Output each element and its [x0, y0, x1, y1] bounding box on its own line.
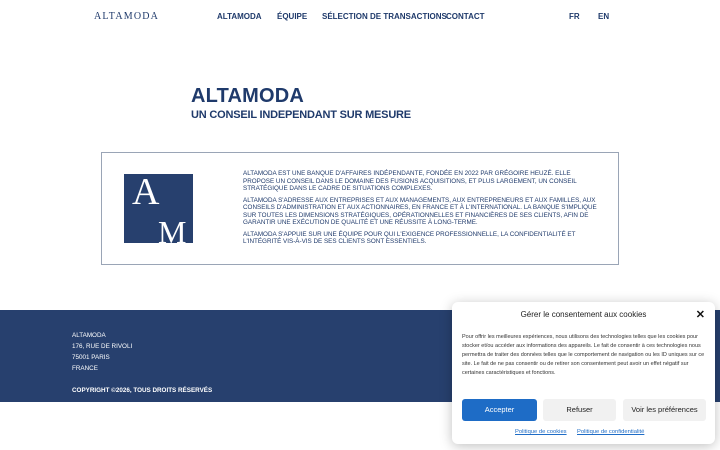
footer-address: 176, RUE DE RIVOLI	[72, 343, 133, 350]
footer-country: FRANCE	[72, 365, 98, 372]
about-text	[243, 170, 598, 250]
preferences-button[interactable]: Voir les préférences	[623, 399, 706, 421]
about-card	[101, 152, 619, 265]
about-paragraph: ALTAMODA EST UNE BANQUE D'AFFAIRES INDÉPENDANTE, FONDÉE EN 2022 PAR GRÉGOIRE HEUZÉ. ELLE PROPOSE UN CONSEIL DANS LE DOMAINE DES FUSIONS ACQUISITIONS, ET PLUS LARGEMENT, UN CONSEIL STRATÉGIQUE DANS LE CADRE DE SITUATIONS COMPLEXES.	[243, 170, 577, 192]
about-paragraph: ALTAMODA S'APPUIE SUR UNE ÉQUIPE POUR QUI L'EXIGENCE PROFESSIONNELLE, LA CONFIDENTIALITÉ ET L'INTÉGRITÉ VIS-À-VIS DE SES CLIENTS SONT ESSENTIELS.	[243, 230, 576, 245]
nav-contact[interactable]: CONTACT	[446, 12, 485, 21]
monogram-letter-a: A	[132, 174, 160, 213]
consent-title: Gérer le consentement aux cookies	[520, 310, 647, 319]
nav-equipe[interactable]: ÉQUIPE	[277, 12, 308, 21]
privacy-policy-link[interactable]: Politique de confidentialité	[577, 429, 645, 435]
page-subtitle: UN CONSEIL INDEPENDANT SUR MESURE	[191, 109, 411, 121]
monogram-letter-m: M	[158, 214, 187, 243]
refuse-button[interactable]: Refuser	[543, 399, 616, 421]
lang-en[interactable]: EN	[598, 12, 610, 21]
cookie-policy-link[interactable]: Politique de cookies	[515, 429, 567, 435]
accept-button[interactable]: Accepter	[462, 399, 537, 421]
nav-selection-transactions[interactable]: SÉLECTION DE TRANSACTIONS	[322, 12, 447, 21]
consent-body: Pour offrir les meilleures expériences, nous utilisons des technologies telles que les cookies pour stocker et/ou accéder aux informations des appareils. Le fait de consentir à ces technologies nous permettra de traiter des données telles que le comportement de navigation ou les ID uniques sur ce site. Le fait de ne pas consentir ou de retirer son consentement peut avoir un effet négatif sur certaines caractéristiques et fonctions.	[462, 334, 705, 376]
lang-fr[interactable]: FR	[569, 12, 580, 21]
page-title: ALTAMODA	[191, 85, 305, 107]
footer-company: ALTAMODA	[72, 332, 106, 339]
about-paragraph: ALTAMODA S'ADRESSE AUX ENTREPRISES ET AUX MANAGEMENTS, AUX ENTREPRENEURS ET AUX FAMILLES, AUX CONSEILS D'ADMINISTRATION ET AUX ACTIONNAIRES, EN FRANCE ET À L'INTERNATIONAL. LA BANQUE S'IMPLIQUE SUR TOUTES LES DIMENSIONS STRATÉGIQUES, OPÉRATIONNELLES ET FINANCIÈRES DE SES CLIENTS, AFIN DE GARANTIR UNE EXÉCUTION DE QUALITÉ ET UNE RÉUSSITE À LONG-TERME.	[243, 196, 597, 226]
monogram-logo	[124, 174, 193, 243]
nav-altamoda[interactable]: ALTAMODA	[217, 12, 262, 21]
site-logo[interactable]: ALTAMODA	[94, 11, 160, 22]
site-header	[0, 0, 720, 34]
footer-city: 75001 PARIS	[72, 354, 110, 361]
footer-copyright: COPYRIGHT ©2026, TOUS DROITS RÉSERVÉS	[72, 387, 213, 394]
cookie-consent-dialog	[452, 302, 715, 444]
close-icon[interactable]: ✕	[695, 309, 705, 321]
